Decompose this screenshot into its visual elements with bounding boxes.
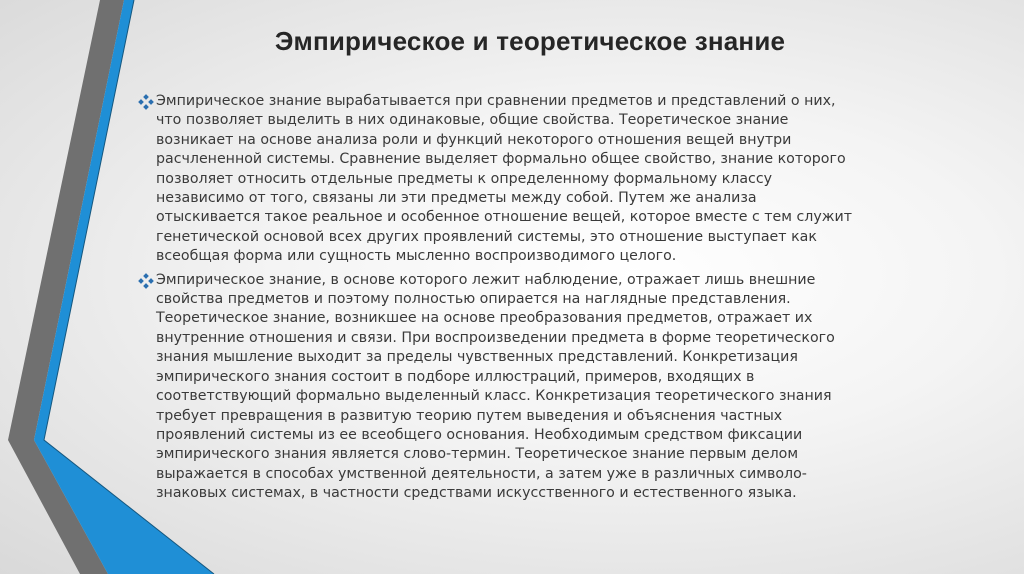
text-line: независимо от того, связаны ли эти предметы между собой. Путем же анализа [156,190,757,207]
text-line: эмпирического знания является слово-термин. Теоретическое знание первым делом [156,446,799,463]
paragraph-2 [138,271,968,504]
text-line: всеобщая форма или сущность мысленно воспроизводимого целого. [156,248,677,265]
text-line: возникает на основе анализа роли и функций некоторого отношения вещей внутри [156,131,792,148]
text-line: знаковых системах, в частности средствами искусственного и естественного языка. [156,485,797,502]
diamond-bullet-icon [138,273,154,289]
text-line: соответствующий формально выделенный класс. Конкретизация теоретического знания [156,388,832,405]
text-line: выражается в способах умственной деятельности, а затем уже в различных символо- [156,465,807,482]
text-line: Теоретическое знание, возникшее на основе преобразования предметов, отражает их [156,310,813,327]
text-line: требует превращения в развитую теорию путем выведения и объяснения частных [156,407,783,424]
paragraph-1 [138,92,968,267]
slide-title: Эмпирическое и теоретическое знание [274,26,786,56]
text-line: что позволяет выделить в них одинаковые, общие свойства. Теоретическое знание [156,112,789,129]
text-line: расчлененной системы. Сравнение выделяет формально общее свойство, знание которого [156,151,846,168]
text-line: Эмпирическое знание, в основе которого лежит наблюдение, отражает лишь внешние [156,271,816,288]
text-line: отыскивается такое реальное и особенное отношение вещей, которое вместе с тем служит [156,209,852,226]
text-line: проявлений системы из ее всеобщего основания. Необходимым средством фиксации [156,426,803,443]
text-line: эмпирического знания состоит в подборе иллюстраций, примеров, входящих в [156,368,755,385]
text-line: свойства предметов и поэтому полностью опирается на наглядные представления. [156,291,791,308]
slide-content [138,92,968,508]
text-line: внутренние отношения и связи. При воспроизведении предмета в форме теоретического [156,329,835,346]
diamond-bullet-icon [138,94,154,110]
text-line: генетической основой всех других проявлений системы, это отношение выступает как [156,228,817,245]
text-line: Эмпирическое знание вырабатывается при сравнении предметов и представлений о них, [156,93,836,109]
text-line: знания мышление выходит за пределы чувственных представлений. Конкретизация [156,349,798,366]
text-line: позволяет относить отдельные предметы к определенному формальному классу [156,170,773,187]
